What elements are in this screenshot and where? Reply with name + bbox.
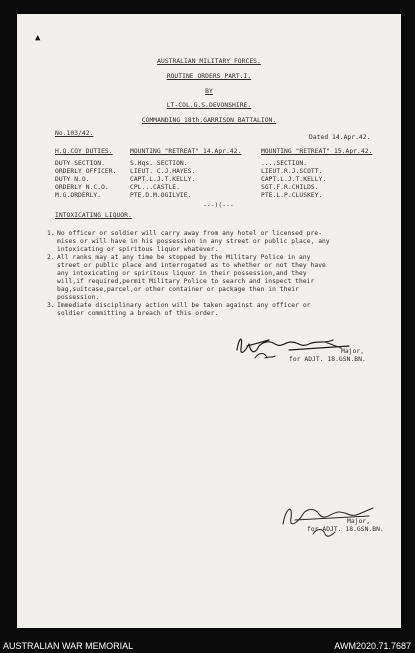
order-number: No.103/42. — [55, 130, 94, 137]
signature-rank: Major, — [341, 348, 365, 355]
duties-col1-header: H.Q.COY DUTIES. — [55, 148, 113, 155]
document-page — [17, 14, 401, 628]
header-line-3: BY — [205, 88, 213, 95]
item-line: mises or will have in his possession in any street or public place, any — [57, 238, 330, 245]
header-line-5: COMMANDING 18th.GARRISON BATTALION. — [141, 117, 277, 124]
header-line-1: AUSTRALIAN MILITARY FORCES. — [157, 58, 261, 65]
duty-row-mount15: PTE.L.P.CLUSKEY. — [261, 192, 323, 199]
section-title: INTOXICATING LIQUOR. — [55, 212, 132, 219]
item-line: No officer or soldier will carry away from any hotel or licensed pre- — [57, 230, 323, 237]
duty-row-mount14: CAPT.L.J.T.KELLY. — [130, 176, 196, 183]
duty-row-role: DUTY N.O. — [55, 176, 90, 183]
item-number: 3. — [47, 302, 55, 309]
item-line: All ranks may at any time be stopped by the Military Police in any — [57, 254, 311, 261]
duties-col3-header: MOUNTING "RETREAT" 15.Apr.42. — [261, 148, 373, 155]
header-line-2: ROUTINE ORDERS PART.I. — [166, 73, 252, 80]
item-line: bag,suitcase,parcel,or other container or package then in their — [57, 286, 299, 293]
item-line: street or public place and interrogated as to whether or not they have — [57, 262, 326, 269]
item-line: Immediate disciplinary action will be taken against any officer or — [57, 302, 311, 309]
duties-separator: ---)(--- — [203, 202, 234, 209]
duty-row-mount14: LIEUT. C.J.HAYES. — [130, 168, 196, 175]
signature-rank-lower: Major, — [347, 518, 371, 525]
header-line-4: LT-COL.G.S.DEVONSHIRE. — [166, 102, 252, 109]
duty-row-role: M.G.ORDERLY. — [55, 192, 102, 199]
duty-row-mount15: CAPT.L.J.T.KELLY. — [261, 176, 327, 183]
item-line: any intoxicating or spiritous liquor in their possession,and they — [57, 270, 307, 277]
item-line: possession. — [57, 294, 100, 301]
signature-for-line-lower: for ADJT. 18.GSN.BN. — [307, 526, 384, 533]
archive-footer — [0, 636, 415, 653]
punch-mark-icon: ▲ — [35, 33, 41, 43]
duty-row-mount14: CPL...CASTLE. — [130, 184, 180, 191]
duty-row-mount14: S.Hqs. SECTION. — [130, 160, 188, 167]
duty-row-mount15: LIEUT.R.J.SCOTT. — [261, 168, 323, 175]
duty-row-mount15: ....SECTION. — [261, 160, 308, 167]
duty-row-mount14: PTE.D.M.OGILVIE. — [130, 192, 192, 199]
item-line: intoxicating or spiritous liquor whatever. — [57, 246, 219, 253]
duty-row-mount15: SGT.F.R.CHILDS. — [261, 184, 319, 191]
item-line: soldier committing a breach of this order. — [57, 310, 219, 317]
duty-row-role: ORDERLY N.C.O. — [55, 184, 109, 191]
archive-reference: AWM2020.71.7687 — [334, 641, 411, 651]
item-number: 2. — [47, 254, 55, 261]
item-number: 1. — [47, 230, 55, 237]
duty-row-role: DUTY SECTION. — [55, 160, 105, 167]
signature-for-line: for ADJT. 18.GSN.BN. — [289, 356, 366, 363]
order-date: Dated 14.Apr.42. — [309, 134, 371, 141]
item-line: will,if required,permit Military Police to search and inspect their — [57, 278, 315, 285]
duty-row-role: ORDERLY OFFICER. — [55, 168, 117, 175]
duties-col2-header: MOUNTING "RETREAT" 14.Apr.42. — [130, 148, 242, 155]
archive-name: AUSTRALIAN WAR MEMORIAL — [3, 641, 134, 651]
